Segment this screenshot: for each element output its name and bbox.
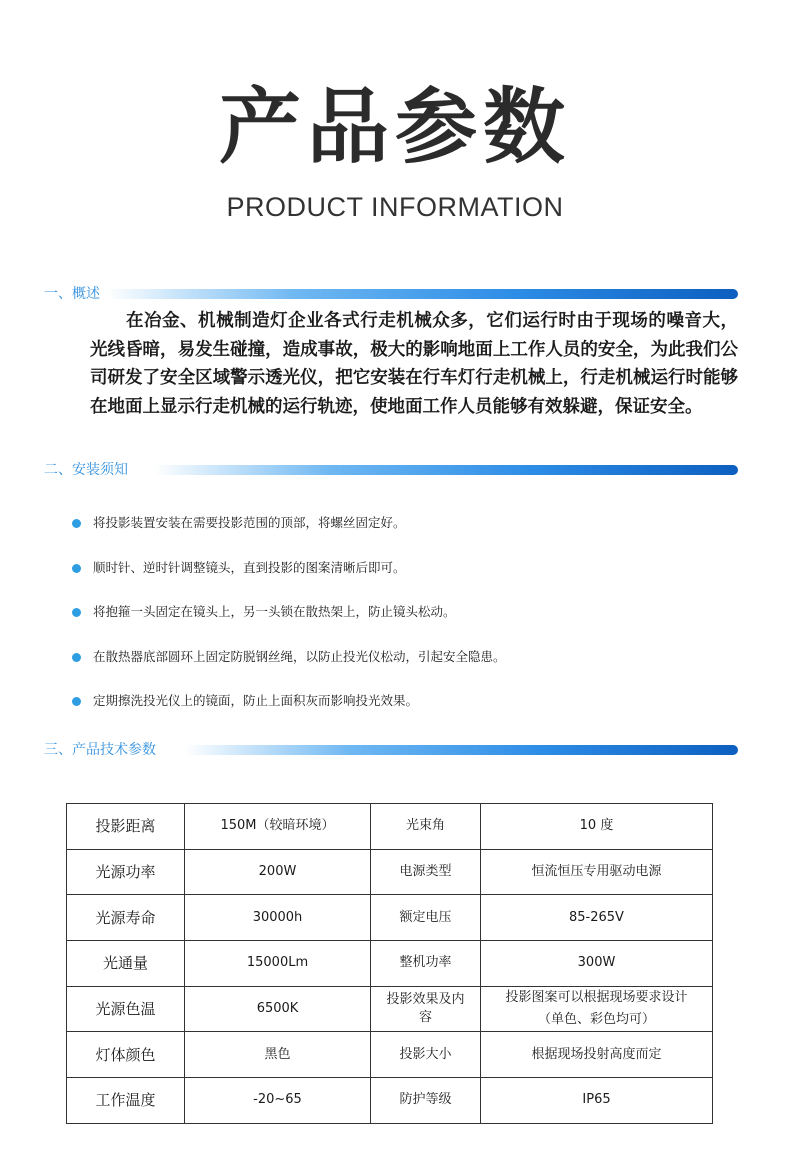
spec-key: 投影距离 bbox=[67, 804, 185, 850]
spec-key: 工作温度 bbox=[67, 1078, 185, 1124]
overview-paragraph: 在冶金、机械制造灯企业各式行走机械众多，它们运行时由于现场的噪音大，光线昏暗，易发生碰撞，造成事故，极大的影响地面上工作人员的安全，为此我们公司研发了安全区域警示透光仪，把它安装在行车灯行走机械上，行走机械运行时能够在地面上显示行走机械的运行轨迹，使地面工作人员能够有效躲避，保证安全。 bbox=[90, 311, 738, 417]
spec-value: 黑色 bbox=[185, 1032, 371, 1078]
spec-value: 30000h bbox=[185, 895, 371, 941]
spec-value: 150M（较暗环境） bbox=[185, 804, 371, 850]
bullet-dot-icon bbox=[72, 519, 81, 528]
spec-key: 光源色温 bbox=[67, 986, 185, 1032]
section-specs-label: 三、产品技术参数 bbox=[44, 742, 156, 758]
spec-value: 6500K bbox=[185, 986, 371, 1032]
spec-value: 恒流恒压专用驱动电源 bbox=[481, 849, 713, 895]
section-install-header bbox=[44, 459, 738, 481]
section-specs-header bbox=[44, 739, 738, 761]
table-row bbox=[67, 895, 713, 941]
install-list bbox=[72, 506, 712, 729]
bullet-dot-icon bbox=[72, 653, 81, 662]
list-item-text: 顺时针、逆时针调整镜头，直到投影的图案清晰后即可。 bbox=[93, 559, 406, 575]
spec-value: 10 度 bbox=[481, 804, 713, 850]
section-install-label: 二、安装须知 bbox=[44, 462, 128, 478]
spec-key: 投影效果及内容 bbox=[371, 986, 481, 1032]
spec-key: 额定电压 bbox=[371, 895, 481, 941]
list-item bbox=[72, 640, 712, 685]
spec-key: 投影大小 bbox=[371, 1032, 481, 1078]
list-item-text: 将抱箍一头固定在镜头上，另一头锁在散热架上，防止镜头松动。 bbox=[93, 604, 456, 619]
list-item-text: 将投影装置安装在需要投影范围的顶部，将螺丝固定好。 bbox=[93, 515, 406, 530]
page-title: 产品参数 bbox=[218, 80, 571, 175]
spec-value: IP65 bbox=[481, 1078, 713, 1124]
spec-key: 光束角 bbox=[371, 804, 481, 850]
spec-value: -20~65 bbox=[185, 1078, 371, 1124]
list-item bbox=[72, 595, 712, 640]
spec-key: 防护等级 bbox=[371, 1078, 481, 1124]
page-subtitle: PRODUCT INFORMATION bbox=[226, 192, 564, 222]
spec-key: 整机功率 bbox=[371, 941, 481, 987]
bullet-dot-icon bbox=[72, 564, 81, 573]
spec-key: 光通量 bbox=[67, 941, 185, 987]
spec-key: 电源类型 bbox=[371, 849, 481, 895]
spec-value: 投影图案可以根据现场要求设计（单色、彩色均可） bbox=[481, 986, 713, 1032]
spec-value: 85-265V bbox=[481, 895, 713, 941]
section-overview-header bbox=[44, 283, 738, 305]
bullet-dot-icon bbox=[72, 608, 81, 617]
list-item bbox=[72, 506, 712, 551]
spec-key: 灯体颜色 bbox=[67, 1032, 185, 1078]
table-row bbox=[67, 849, 713, 895]
spec-value: 300W bbox=[481, 941, 713, 987]
spec-table bbox=[66, 803, 713, 1124]
spec-value: 根据现场投射高度而定 bbox=[481, 1032, 713, 1078]
table-row bbox=[67, 941, 713, 987]
section-divider-bar bbox=[106, 289, 738, 299]
list-item bbox=[72, 684, 712, 729]
list-item bbox=[72, 551, 712, 596]
list-item-text: 定期擦洗投光仪上的镜面，防止上面积灰而影响投光效果。 bbox=[93, 693, 419, 708]
spec-key: 光源寿命 bbox=[67, 895, 185, 941]
section-divider-bar bbox=[154, 465, 738, 475]
bullet-dot-icon bbox=[72, 697, 81, 706]
table-row bbox=[67, 1078, 713, 1124]
table-row bbox=[67, 1032, 713, 1078]
table-row bbox=[67, 986, 713, 1032]
section-divider-bar bbox=[184, 745, 738, 755]
section-overview-label: 一、概述 bbox=[44, 286, 100, 302]
table-row bbox=[67, 804, 713, 850]
spec-key: 光源功率 bbox=[67, 849, 185, 895]
spec-value: 200W bbox=[185, 849, 371, 895]
spec-value: 15000Lm bbox=[185, 941, 371, 987]
list-item-text: 在散热器底部圆环上固定防脱钢丝绳，以防止投光仪松动，引起安全隐患。 bbox=[93, 648, 506, 664]
